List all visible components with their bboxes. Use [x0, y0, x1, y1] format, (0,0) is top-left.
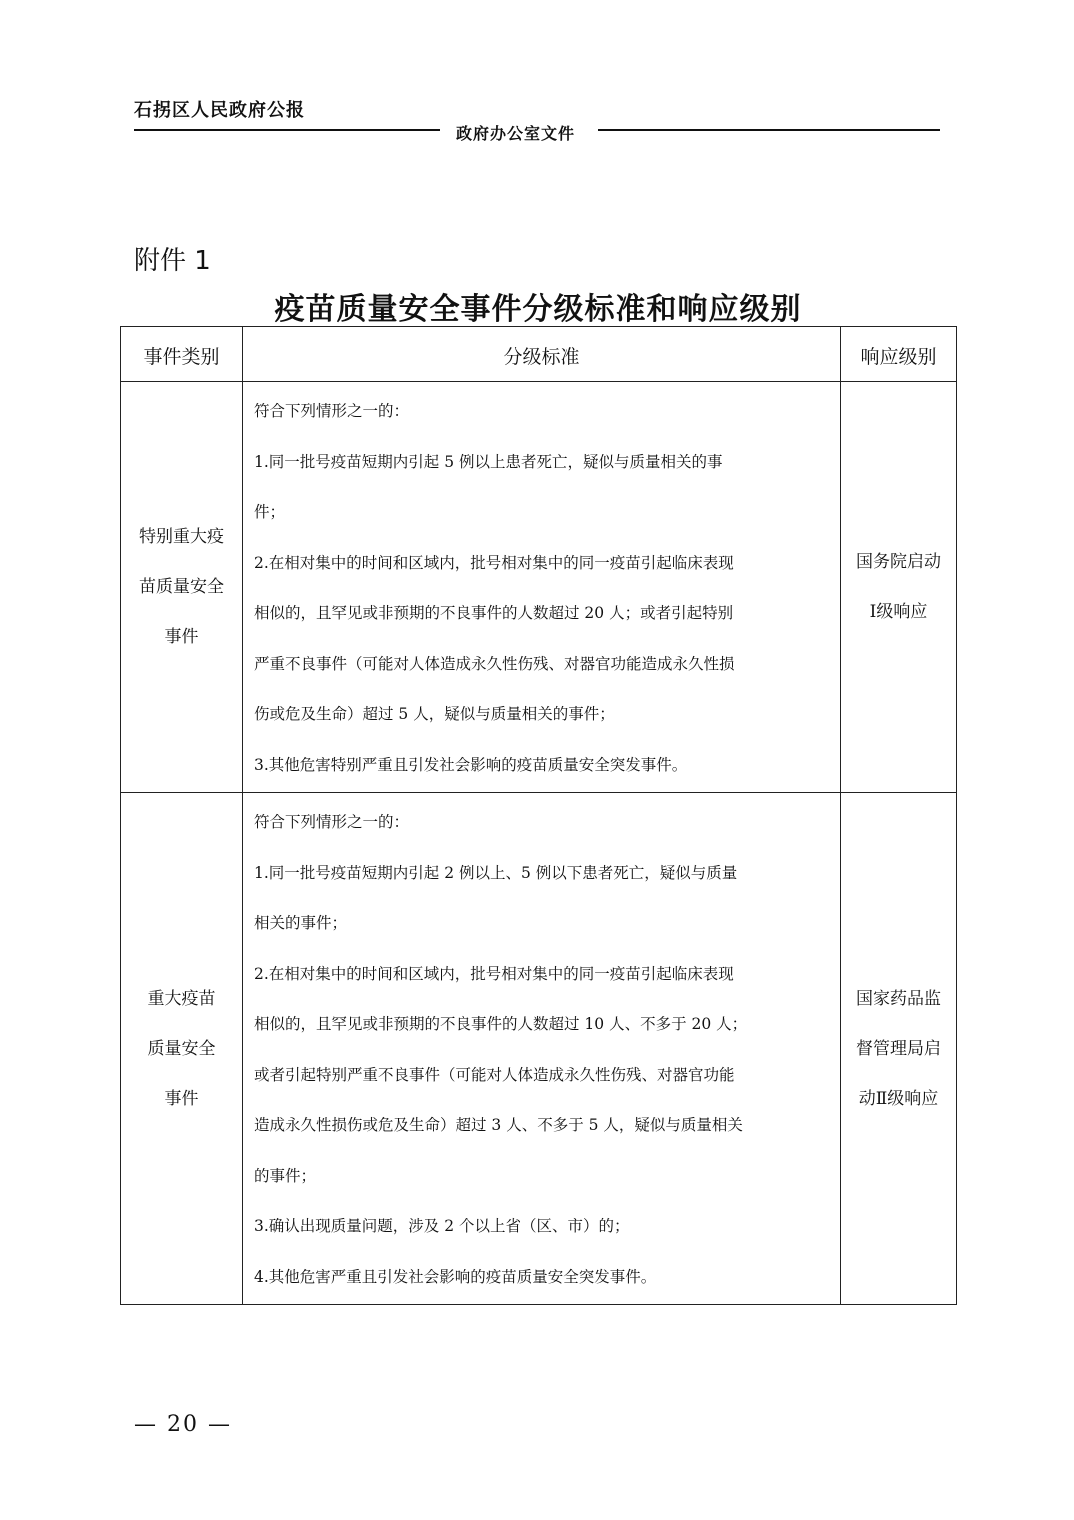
criteria-line: 的事件；: [254, 1166, 317, 1185]
criteria-line: 1.同一批号疫苗短期内引起 5 例以上患者死亡，疑似与质量相关的事: [254, 452, 723, 471]
criteria-line: 造成永久性损伤或危及生命）超过 3 人、不多于 5 人，疑似与质量相关: [254, 1116, 743, 1134]
grading-table: [120, 326, 957, 1305]
event-type-cell: [121, 793, 243, 1305]
response-line: 督管理局启: [856, 1038, 941, 1059]
event-type-cell: [121, 382, 243, 793]
table-row: [121, 382, 957, 793]
section-label: 政府办公室文件: [456, 124, 576, 143]
criteria-line: 相关的事件；: [254, 914, 348, 932]
event-type-line: 特别重大疫: [139, 527, 224, 547]
response-line: 国家药品监: [856, 988, 941, 1009]
criteria-line: 2.在相对集中的时间和区域内，批号相对集中的同一疫苗引起临床表现: [254, 964, 734, 983]
criteria-line: 或者引起特别严重不良事件（可能对人体造成永久性伤残、对器官功能: [254, 1065, 735, 1084]
response-line: 动Ⅱ级响应: [858, 1088, 939, 1109]
response-level-cell: [841, 382, 957, 793]
header-event-type: 事件类别: [121, 327, 243, 382]
criteria-line: 3.确认出现质量问题，涉及 2 个以上省（区、市）的；: [254, 1217, 630, 1235]
criteria-line: 2.在相对集中的时间和区域内，批号相对集中的同一疫苗引起临床表现: [254, 553, 734, 572]
event-type-line: 苗质量安全: [139, 577, 224, 597]
criteria-line: 相似的，且罕见或非预期的不良事件的人数超过 10 人、不多于 20 人；: [254, 1015, 748, 1033]
header-response-level: 响应级别: [841, 327, 957, 382]
criteria-line: 严重不良事件（可能对人体造成永久性伤残、对器官功能造成永久性损: [254, 654, 735, 673]
table-header-row: [121, 327, 957, 382]
event-type-line: 质量安全: [147, 1038, 216, 1059]
criteria-line: 伤或危及生命）超过 5 人，疑似与质量相关的事件；: [254, 705, 615, 723]
page-number: — 20 —: [134, 1412, 232, 1437]
attachment-label: 附件 1: [134, 246, 211, 276]
event-type-line: 重大疫苗: [147, 988, 216, 1009]
publication-title: 石拐区人民政府公报: [134, 100, 305, 121]
response-line: 国务院启动: [856, 552, 941, 572]
document-title: 疫苗质量安全事件分级标准和响应级别: [274, 292, 802, 327]
criteria-line: 3.其他危害特别严重且引发社会影响的疫苗质量安全突发事件。: [254, 755, 688, 774]
criteria-line: 4.其他危害严重且引发社会影响的疫苗质量安全突发事件。: [254, 1267, 657, 1286]
header-criteria: 分级标准: [243, 327, 841, 382]
criteria-line: 相似的，且罕见或非预期的不良事件的人数超过 20 人；或者引起特别: [254, 604, 734, 622]
event-type-line: 事件: [164, 1088, 199, 1109]
criteria-cell: [243, 382, 841, 793]
criteria-line: 1.同一批号疫苗短期内引起 2 例以上、5 例以下患者死亡，疑似与质量: [254, 863, 738, 882]
criteria-line: 件；: [254, 503, 286, 521]
event-type-line: 事件: [164, 627, 199, 647]
header-rule-left: [134, 129, 440, 131]
criteria-line: 符合下列情形之一的：: [254, 813, 410, 831]
table-row: [121, 793, 957, 1305]
header-rule-right: [598, 129, 940, 131]
criteria-cell: [243, 793, 841, 1305]
response-level-cell: [841, 793, 957, 1305]
criteria-line: 符合下列情形之一的：: [254, 402, 410, 420]
response-line: Ⅰ级响应: [869, 602, 928, 622]
